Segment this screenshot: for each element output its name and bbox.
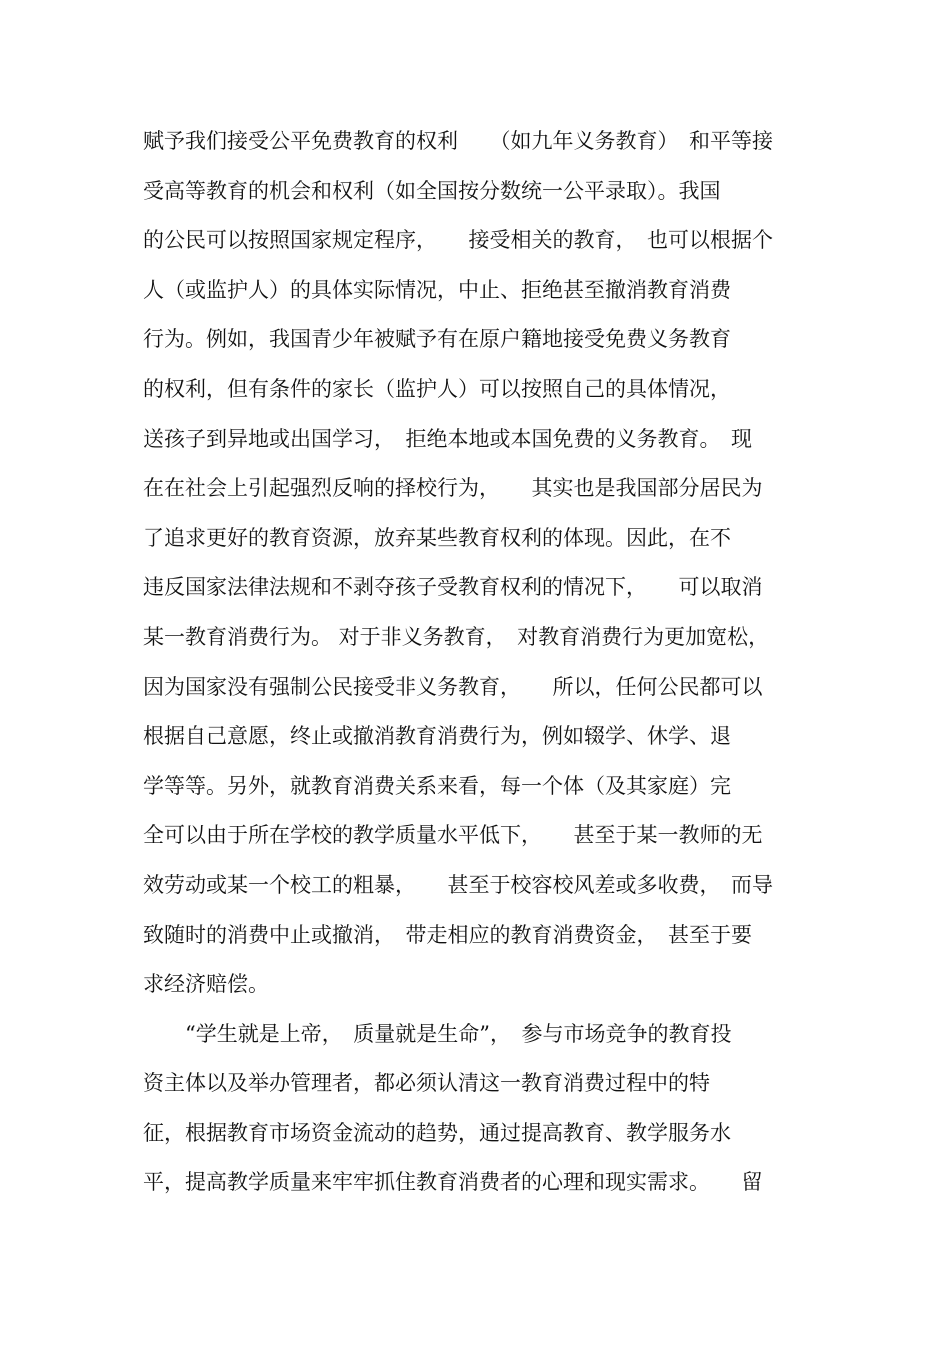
text-line: 因为国家没有强制公民接受非义务教育， 所以，任何公民都可以 bbox=[143, 674, 763, 699]
text-line: 根据自己意愿，终止或撤消教育消费行为，例如辍学、休学、退 bbox=[143, 724, 731, 749]
text-line: 的公民可以按照国家规定程序， 接受相关的教育， 也可以根据个 bbox=[143, 228, 773, 253]
text-line: 了追求更好的教育资源，放弃某些教育权利的体现。因此，在不 bbox=[143, 525, 731, 550]
text-line: 某一教育消费行为。 对于非义务教育， 对教育消费行为更加宽松， bbox=[143, 624, 770, 649]
text-line: 求经济赔偿。 bbox=[143, 972, 269, 997]
text-line: 在在社会上引起强烈反响的择校行为， 其实也是我国部分居民为 bbox=[143, 476, 763, 501]
text-line: 征，根据教育市场资金流动的趋势，通过提高教育、教学服务水 bbox=[143, 1120, 731, 1145]
text-line: 受高等教育的机会和权利（如全国按分数统一公平录取）。我国 bbox=[143, 178, 721, 203]
text-line: 平，提高教学质量来牢牢抓住教育消费者的心理和现实需求。 留 bbox=[143, 1170, 763, 1195]
text-line: 效劳动或某一个校工的粗暴， 甚至于校容校风差或多收费， 而导 bbox=[143, 872, 773, 897]
text-line: 人（或监护人）的具体实际情况，中止、拒绝甚至撤消教育消费 bbox=[143, 277, 731, 302]
text-line: 送孩子到异地或出国学习， 拒绝本地或本国免费的义务教育。 现 bbox=[143, 426, 752, 451]
text-line: 行为。例如，我国青少年被赋予有在原户籍地接受免费义务教育 bbox=[143, 327, 731, 352]
text-line: 全可以由于所在学校的教学质量水平低下， 甚至于某一教师的无 bbox=[143, 823, 763, 848]
text-line: 资主体以及举办管理者，都必须认清这一教育消费过程中的特 bbox=[143, 1071, 710, 1096]
text-line: 学等等。另外，就教育消费关系来看，每一个体（及其家庭）完 bbox=[143, 773, 731, 798]
text-line: 致随时的消费中止或撤消， 带走相应的教育消费资金， 甚至于要 bbox=[143, 922, 752, 947]
document-body-text bbox=[143, 121, 813, 1212]
text-line: 的权利，但有条件的家长（监护人）可以按照自己的具体情况， bbox=[143, 376, 731, 401]
text-line: 违反国家法律法规和不剥夺孩子受教育权利的情况下， 可以取消 bbox=[143, 575, 763, 600]
text-line: 赋予我们接受公平免费教育的权利 （如九年义务教育） 和平等接 bbox=[143, 129, 773, 153]
text-line: “学生就是上帝， 质量就是生命”， 参与市场竞争的教育投 bbox=[143, 1021, 732, 1046]
